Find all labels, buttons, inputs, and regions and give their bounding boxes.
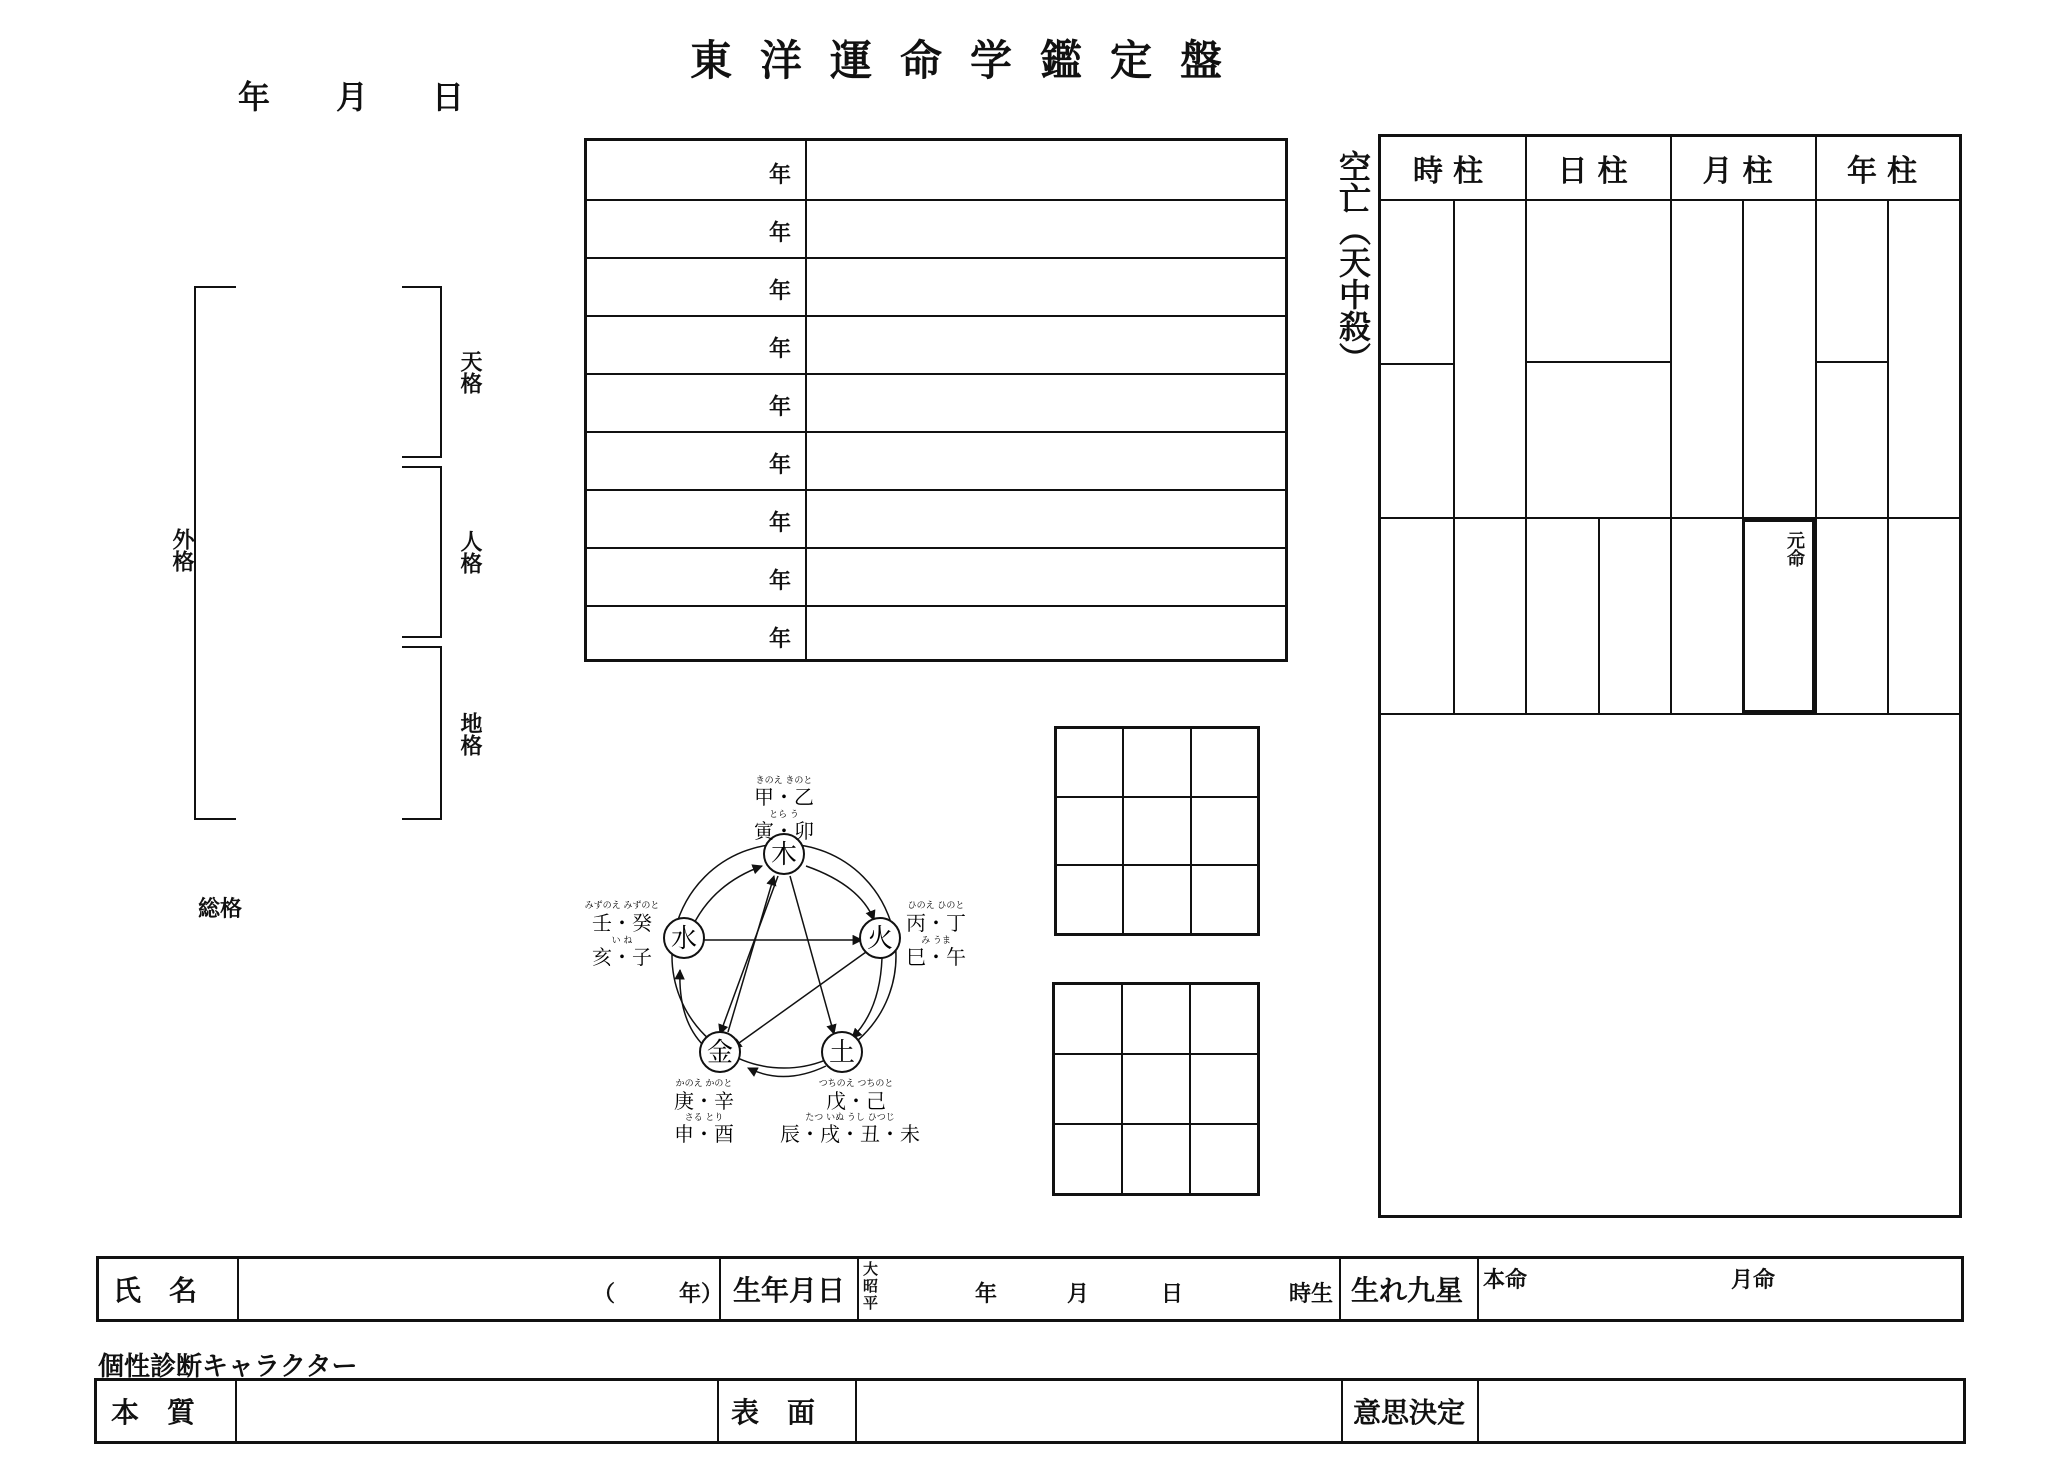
- water-branches: 亥・子: [592, 945, 652, 969]
- earth-stems: 戊・己: [826, 1089, 886, 1113]
- ishikettei-label: 意思決定: [1353, 1396, 1466, 1429]
- age-paren-close: 年）: [679, 1282, 724, 1307]
- wood-label: 木: [770, 840, 798, 870]
- metal-branches-ruby: さる とり: [684, 1113, 724, 1123]
- header-day-label: 日: [432, 78, 465, 116]
- name-label: 氏 名: [113, 1274, 198, 1307]
- grid-cell[interactable]: [1056, 728, 1123, 797]
- grid-cell[interactable]: [1122, 1124, 1190, 1194]
- earth-label: 土: [828, 1038, 856, 1068]
- metal-to-water-arrow: [680, 970, 704, 1046]
- grid-cell[interactable]: [1191, 865, 1258, 934]
- header-month-label: 月: [336, 78, 369, 116]
- personal-info-row: [96, 1256, 1964, 1322]
- earth-to-water-arrow: [790, 876, 834, 1034]
- wood-branches: 寅・卯: [754, 819, 814, 843]
- jinkaku-bracket[interactable]: [402, 466, 442, 638]
- earth-branches-ruby: たつ いぬ うし ひつじ: [805, 1113, 895, 1123]
- year-row-label: 年: [769, 511, 792, 536]
- water-stems-ruby: みずのえ みずのと: [584, 901, 660, 911]
- earth-stems-ruby: つちのえ つちのと: [818, 1079, 894, 1089]
- page-title: 東洋運命学鑑定盤: [690, 36, 1251, 85]
- metal-label: 金: [706, 1038, 734, 1068]
- metal-stems: 庚・辛: [674, 1089, 734, 1113]
- character-row: [94, 1378, 1966, 1444]
- pillar-header-month: 月柱: [1702, 154, 1783, 189]
- year-row-label: 年: [769, 163, 792, 188]
- grid-cell[interactable]: [1054, 1124, 1122, 1194]
- wood-branches-ruby: とら う: [769, 810, 799, 820]
- year-row-label: 年: [769, 337, 792, 362]
- year-row-label: 年: [769, 279, 792, 304]
- age-paren-open: （: [593, 1282, 616, 1307]
- birth-month-label: 月: [1067, 1282, 1090, 1307]
- grid-cell[interactable]: [1190, 984, 1258, 1054]
- metal-to-wood-arrow: [728, 876, 774, 1032]
- genmei-label: 元命: [1784, 531, 1805, 567]
- grid-cell[interactable]: [1054, 984, 1122, 1054]
- era-taisho: 大: [863, 1260, 879, 1278]
- grid-cell[interactable]: [1190, 1054, 1258, 1124]
- fire-to-earth-arrow: [852, 958, 882, 1038]
- grid-cell[interactable]: [1056, 865, 1123, 934]
- getsumei-label: 月命: [1731, 1268, 1776, 1293]
- chikaku-label: 地格: [457, 712, 482, 756]
- tenkaku-label: 天格: [457, 350, 482, 394]
- year-row-label: 年: [769, 221, 792, 246]
- header-year-label: 年: [238, 78, 271, 116]
- nine-star-label: 生れ九星: [1351, 1274, 1464, 1307]
- year-row-label: 年: [769, 569, 792, 594]
- sokaku-label: 総格: [198, 897, 243, 922]
- grid-cell[interactable]: [1122, 984, 1190, 1054]
- water-stems: 壬・癸: [592, 911, 652, 935]
- birthdate-label: 生年月日: [733, 1274, 846, 1307]
- grid-cell[interactable]: [1122, 1054, 1190, 1124]
- grid-cell[interactable]: [1056, 797, 1123, 866]
- era-showa: 昭: [863, 1277, 879, 1295]
- name-field[interactable]: [239, 1261, 717, 1317]
- pillar-header-time: 時柱: [1413, 154, 1493, 189]
- earth-branches: 辰・戌・丑・未: [780, 1122, 920, 1146]
- grid-cell[interactable]: [1123, 728, 1190, 797]
- tenkaku-bracket[interactable]: [402, 286, 442, 458]
- pillar-header-year: 年柱: [1847, 154, 1927, 189]
- birth-time-label: 時生: [1289, 1282, 1334, 1307]
- grid-cell[interactable]: [1190, 1124, 1258, 1194]
- fire-stems: 丙・丁: [906, 911, 966, 935]
- chikaku-bracket[interactable]: [402, 646, 442, 820]
- water-to-wood-arrow: [690, 866, 762, 932]
- five-elements-diagram: [560, 770, 1000, 1150]
- water-label: 水: [670, 924, 698, 954]
- era-heisei: 平: [863, 1294, 879, 1312]
- fire-branches: 巳・午: [906, 945, 966, 969]
- fire-label: 火: [866, 924, 894, 954]
- ishikettei-field[interactable]: [1479, 1383, 1959, 1439]
- grid-cell[interactable]: [1191, 797, 1258, 866]
- nine-star-grid-lower[interactable]: [1052, 982, 1260, 1196]
- year-row-label: 年: [769, 627, 792, 652]
- pillars-board: [1378, 134, 1962, 1218]
- year-rows-table: [584, 138, 1288, 662]
- grid-cell[interactable]: [1123, 865, 1190, 934]
- wood-to-fire-arrow: [806, 866, 874, 920]
- year-row-label: 年: [769, 395, 792, 420]
- generation-cycle-circle: [672, 844, 896, 1068]
- gaikaku-label: 外格: [169, 528, 194, 572]
- water-branches-ruby: い ね: [611, 936, 633, 946]
- grid-cell[interactable]: [1054, 1054, 1122, 1124]
- gaikaku-bracket: [194, 286, 236, 820]
- pillar-header-day: 日柱: [1557, 154, 1638, 189]
- grid-cell[interactable]: [1123, 797, 1190, 866]
- wood-stems: 甲・乙: [754, 785, 814, 809]
- nine-star-grid-upper[interactable]: [1054, 726, 1260, 936]
- fire-branches-ruby: み うま: [921, 936, 951, 946]
- year-row-label: 年: [769, 453, 792, 478]
- wood-stems-ruby: きのえ きのと: [755, 776, 813, 786]
- hyomen-field[interactable]: [857, 1383, 1339, 1439]
- honshitsu-label: 本 質: [111, 1396, 196, 1429]
- grid-cell[interactable]: [1191, 728, 1258, 797]
- hyomen-label: 表 面: [731, 1396, 816, 1429]
- birth-day-label: 日: [1161, 1282, 1184, 1307]
- jinkaku-label: 人格: [457, 530, 482, 574]
- honshitsu-field[interactable]: [237, 1383, 715, 1439]
- birth-year-label: 年: [975, 1282, 998, 1307]
- wood-to-earth-arrow: [720, 876, 778, 1034]
- fire-stems-ruby: ひのえ ひのと: [907, 901, 965, 911]
- character-section-title: 個性診断キャラクター: [98, 1352, 358, 1382]
- metal-branches: 申・酉: [674, 1122, 734, 1146]
- honmei-label: 本命: [1483, 1268, 1528, 1293]
- metal-stems-ruby: かのえ かのと: [675, 1079, 733, 1089]
- kubo-label: 空亡（天中殺）: [1334, 150, 1372, 374]
